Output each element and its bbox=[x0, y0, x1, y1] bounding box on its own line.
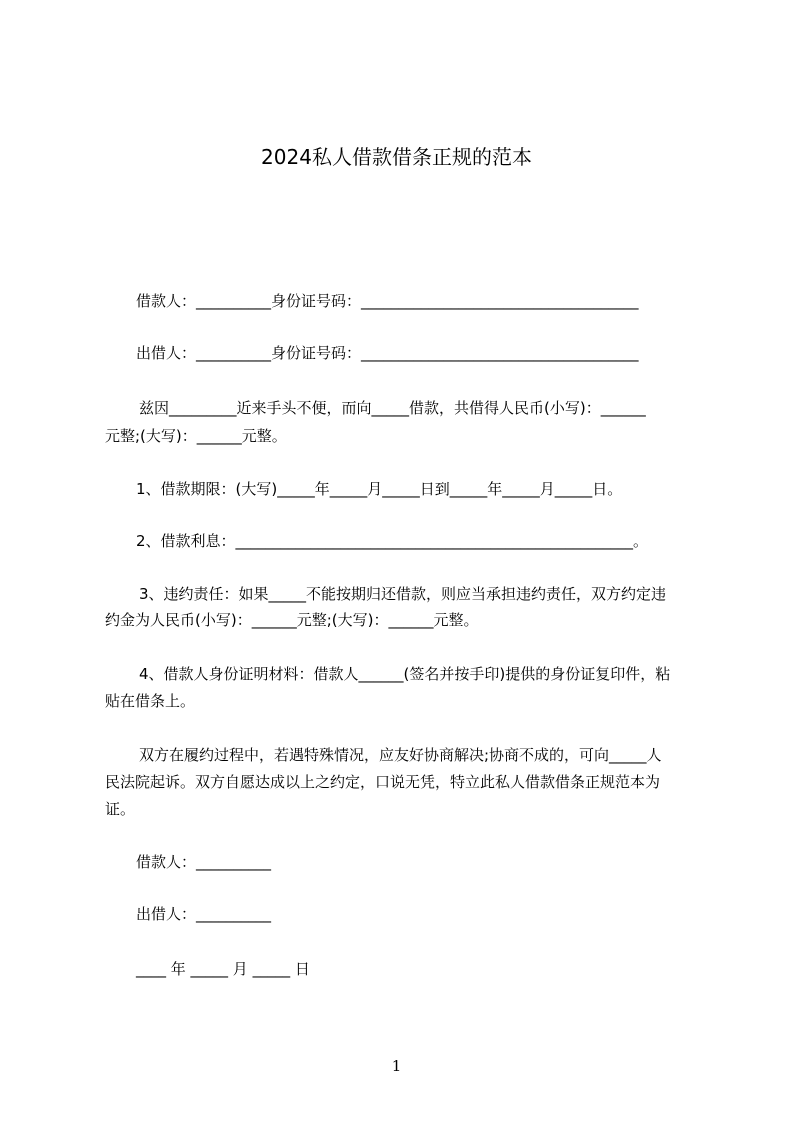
paragraph-line: 3、违约责任：如果_____不能按期归还借款，则应当承担违约责任，双方约定违 bbox=[139, 585, 667, 603]
paragraph-line: 民法院起诉。双方自愿达成以上之约定，口说无凭，特立此私人借款借条正规范本为 bbox=[105, 773, 661, 791]
paragraph-line: 兹因_________近来手头不便，而向_____借款，共借得人民币(小写)：______ bbox=[139, 399, 646, 417]
paragraph-line: 2、借款利息：_____________________________________________________。 bbox=[136, 532, 649, 550]
paragraph-line: 出借人：__________身份证号码：_____________________________________ bbox=[136, 344, 639, 362]
signature-borrower: 借款人：__________ bbox=[136, 853, 272, 871]
page-number: 1 bbox=[391, 1057, 402, 1075]
paragraph-line: 双方在履约过程中，若遇特殊情况，应友好协商解决;协商不成的，可向_____人 bbox=[139, 746, 662, 764]
paragraph-line: 借款人：__________身份证号码：_____________________________________ bbox=[136, 292, 639, 310]
document-title: 2024私人借款借条正规的范本 bbox=[261, 145, 532, 169]
paragraph-line: 证。 bbox=[105, 800, 136, 818]
signature-lender: 出借人：__________ bbox=[136, 905, 272, 923]
paragraph-line: 元整;(大写)：______元整。 bbox=[105, 427, 287, 445]
paragraph-line: 1、借款期限：(大写)_____年_____月_____日到_____年_____月_____日。 bbox=[136, 480, 623, 498]
signature-date: ____ 年 _____ 月 _____ 日 bbox=[136, 960, 310, 978]
paragraph-line: 4、借款人身份证明材料：借款人______(签名并按手印)提供的身份证复印件，粘 bbox=[139, 665, 671, 683]
paragraph-line: 约金为人民币(小写)：______元整;(大写)：______元整。 bbox=[105, 611, 479, 629]
paragraph-line: 贴在借条上。 bbox=[105, 692, 196, 710]
